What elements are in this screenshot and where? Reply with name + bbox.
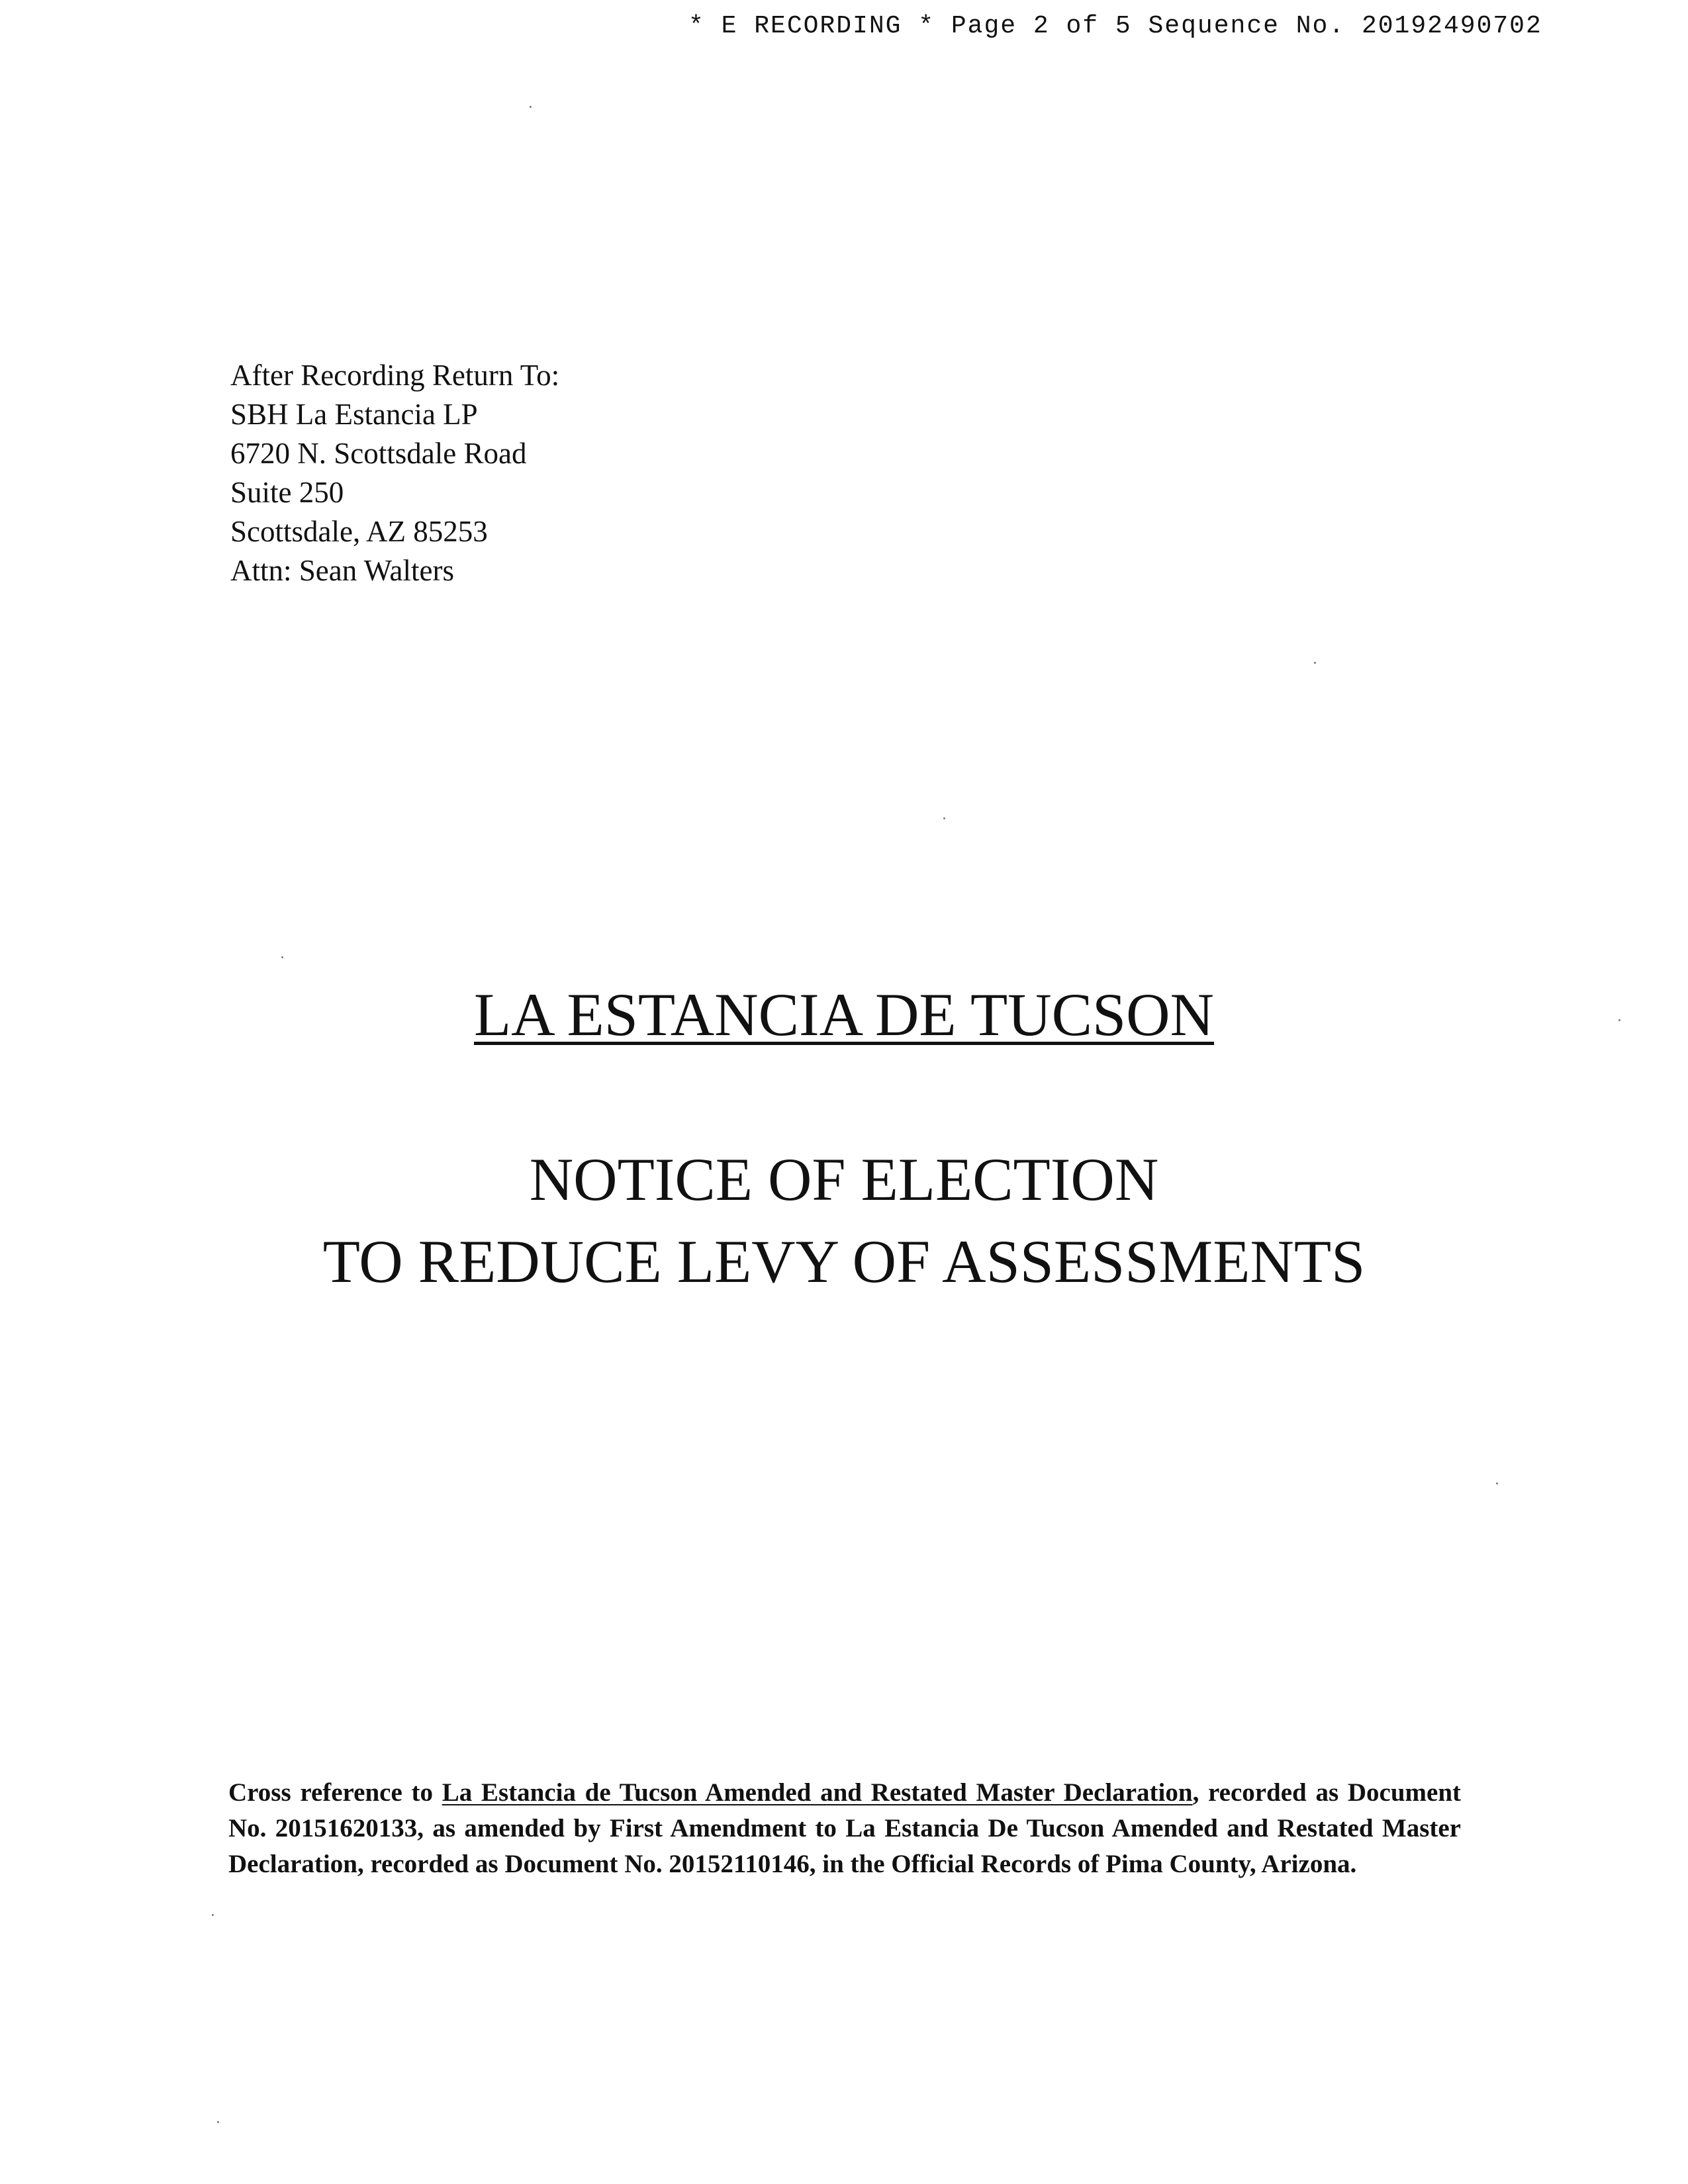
scan-speck	[943, 817, 945, 819]
notice-title-line-1: NOTICE OF ELECTION	[529, 1146, 1159, 1213]
scan-speck	[530, 106, 532, 108]
return-address-block	[230, 356, 826, 590]
notice-title-line-2: TO REDUCE LEVY OF ASSESSMENTS	[322, 1228, 1366, 1295]
return-line-company: SBH La Estancia LP	[230, 398, 478, 431]
return-line-street: 6720 N. Scottsdale Road	[230, 437, 527, 470]
document-title	[0, 978, 1688, 1051]
scan-speck	[1314, 662, 1316, 664]
return-line-attn: Attn: Sean Walters	[230, 554, 454, 587]
scan-speck	[1496, 1482, 1498, 1484]
return-line-city: Scottsdale, AZ 85253	[230, 515, 488, 548]
notice-title	[0, 1138, 1688, 1302]
scan-speck	[212, 1914, 214, 1916]
cross-reference-prefix: Cross reference to	[228, 1778, 442, 1807]
return-heading: After Recording Return To:	[230, 359, 560, 392]
document-title-text: LA ESTANCIA DE TUCSON	[473, 981, 1214, 1048]
recording-header: * E RECORDING * Page 2 of 5 Sequence No. 20192490702	[688, 12, 1542, 40]
scan-speck	[281, 956, 283, 958]
declaration-reference: La Estancia de Tucson Amended and Restated Master Declaration	[442, 1778, 1193, 1807]
cross-reference-suffix: , recorded as Document No. 20151620133, as amended by First Amendment to La Estancia De Tucson Amended and Restated Master Declaration, recorded as Document No. 20152110146, in the Official Records of Pima County, Arizona.	[228, 1778, 1461, 1878]
scan-speck	[1618, 1019, 1620, 1021]
scan-speck	[217, 2121, 219, 2123]
return-line-suite: Suite 250	[230, 476, 344, 509]
cross-reference-paragraph	[228, 1775, 1461, 1882]
